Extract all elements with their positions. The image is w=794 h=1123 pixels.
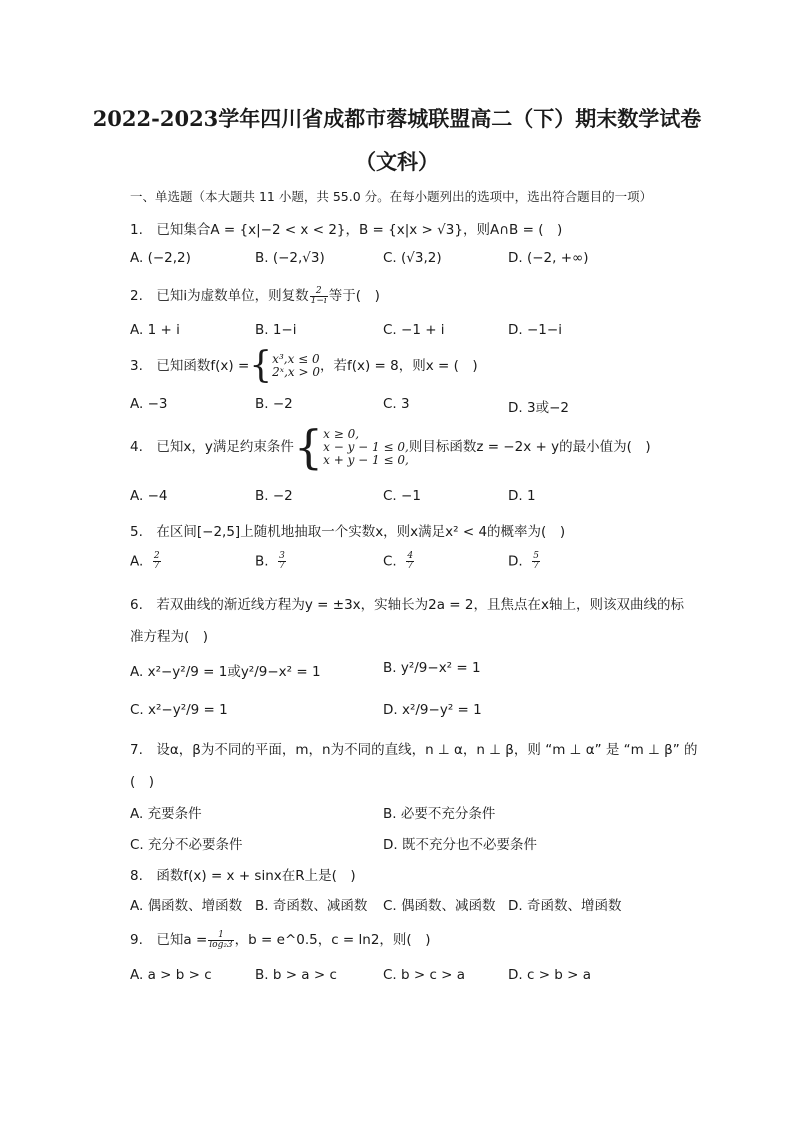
question-6-stem-line-2: 准方程为( ) [130, 629, 209, 645]
question-4-brace: { [293, 420, 324, 474]
question-2-option-b: B. 1−i [255, 322, 297, 338]
option-fraction [153, 552, 161, 571]
question-3-piecewise [272, 353, 320, 379]
fraction-denominator: 7 [407, 561, 414, 571]
question-3-brace: { [249, 345, 273, 386]
question-2-stem-prefix: 2. 已知i为虚数单位，则复数 [130, 288, 309, 304]
question-4-stem [130, 420, 651, 474]
question-9-fraction [208, 931, 233, 950]
question-7-option-c: C. 充分不必要条件 [130, 837, 243, 853]
question-8-option-a: A. 偶函数、增函数 [130, 898, 243, 914]
question-7-stem-line-1: 7. 设α，β为不同的平面，m，n为不同的直线，n ⊥ α，n ⊥ β，则 “m ⊥ α” 是 “m ⊥ β” 的 [130, 742, 698, 758]
fraction-numerator: 2 [310, 287, 328, 297]
question-6-option-c: C. x²−y²/9 = 1 [130, 702, 228, 718]
option-label: A. [130, 553, 144, 570]
piecewise-case-1: x³,x ≤ 0 [272, 352, 320, 366]
question-4-option-c: C. −1 [383, 488, 421, 504]
question-9-stem-suffix: ，b = e^0.5，c = ln2，则( ) [234, 932, 431, 948]
question-3-option-a: A. −3 [130, 396, 168, 412]
option-fraction [278, 552, 286, 571]
fraction-numerator: 2 [153, 551, 160, 561]
question-3-stem-prefix: 3. 已知函数f(x) = [130, 358, 250, 374]
question-2-option-c: C. −1 + i [383, 322, 445, 338]
fraction-denominator: 1−i [310, 295, 327, 306]
fraction-numerator: 3 [279, 551, 285, 561]
fraction-denominator: 7 [533, 561, 540, 571]
question-5-option-a [130, 552, 162, 571]
question-9-stem [130, 928, 430, 950]
option-label: C. [383, 553, 397, 570]
question-9-option-c: C. b > c > a [383, 967, 466, 983]
question-6-option-a: A. x²−y²/9 = 1或y²/9−x² = 1 [130, 664, 321, 680]
question-3-option-d: D. 3或−2 [508, 400, 569, 416]
fraction-denominator: 7 [153, 561, 160, 571]
fraction-numerator: 5 [533, 551, 540, 561]
question-6-option-b: B. y²/9−x² = 1 [383, 660, 481, 676]
question-5-option-c [383, 552, 415, 571]
question-3-stem-suffix: ，若f(x) = 8，则x = ( ) [319, 358, 478, 374]
question-7-option-a: A. 充要条件 [130, 806, 202, 822]
question-7-option-b: B. 必要不充分条件 [383, 806, 496, 822]
fraction-numerator: 4 [407, 551, 414, 561]
section-heading: 一、单选题（本大题共 11 小题，共 55.0 分。在每小题列出的选项中，选出符合题目的一项） [130, 189, 653, 204]
question-2-stem-suffix: 等于( ) [328, 288, 380, 304]
question-9-option-b: B. b > a > c [255, 967, 337, 983]
question-1-option-c: C. (√3,2) [383, 250, 442, 266]
constraint-3: x + y − 1 ≤ 0, [323, 452, 409, 467]
fraction-numerator: 1 [208, 931, 233, 941]
question-5-option-b [255, 552, 287, 571]
question-3-option-b: B. −2 [255, 396, 293, 412]
question-8-stem: 8. 函数f(x) = x + sinx在R上是( ) [130, 868, 356, 884]
question-5-stem: 5. 在区间[−2,5]上随机地抽取一个实数x，则x满足x² < 4的概率为( ) [130, 524, 566, 540]
option-label: B. [255, 553, 269, 570]
option-fraction [406, 552, 414, 571]
question-4-stem-suffix: 则目标函数z = −2x + y的最小值为( ) [408, 439, 651, 455]
question-7-option-d: D. 既不充分也不必要条件 [383, 837, 537, 853]
question-6-option-d: D. x²/9−y² = 1 [383, 702, 482, 718]
question-4-stem-prefix: 4. 已知x，y满足约束条件 [130, 439, 294, 455]
question-6-stem-line-1: 6. 若双曲线的渐近线方程为y = ±3x，实轴长为2a = 2，且焦点在x轴上，则该双曲线的标 [130, 597, 684, 613]
question-5-option-d [508, 552, 541, 571]
question-4-option-b: B. −2 [255, 488, 293, 504]
question-9-option-d: D. c > b > a [508, 967, 592, 983]
question-4-constraints [323, 428, 409, 467]
question-1-option-b: B. (−2,√3) [255, 250, 325, 266]
constraint-1: x ≥ 0, [323, 426, 360, 441]
question-1-stem: 1. 已知集合A = {x|−2 < x < 2}，B = {x|x > √3}，则A∩B = ( ) [130, 222, 563, 238]
question-1-option-a: A. (−2,2) [130, 250, 191, 266]
piecewise-case-2: 2ˣ,x > 0 [272, 365, 320, 379]
question-9-stem-prefix: 9. 已知a = [130, 932, 208, 948]
question-1-option-d: D. (−2, +∞) [508, 250, 589, 266]
question-8-option-b: B. 奇函数、减函数 [255, 898, 368, 914]
question-4-option-a: A. −4 [130, 488, 168, 504]
exam-subtitle: （文科） [355, 149, 439, 174]
question-8-option-c: C. 偶函数、减函数 [383, 898, 496, 914]
question-7-stem-line-2: ( ) [130, 774, 155, 790]
question-2-option-a: A. 1 + i [130, 322, 180, 338]
question-3-option-c: C. 3 [383, 396, 410, 412]
fraction-denominator: log₂3 [209, 939, 233, 950]
question-9-option-a: A. a > b > c [130, 967, 212, 983]
question-2-fraction [310, 287, 328, 306]
option-fraction [532, 552, 540, 571]
question-2-stem [130, 284, 380, 306]
question-4-option-d: D. 1 [508, 488, 536, 504]
question-8-option-d: D. 奇函数、增函数 [508, 898, 622, 914]
question-3-stem [130, 345, 478, 386]
question-2-option-d: D. −1−i [508, 322, 562, 338]
exam-title: 2022-2023学年四川省成都市蓉城联盟高二（下）期末数学试卷 [92, 106, 702, 131]
fraction-denominator: 7 [279, 561, 285, 571]
option-label: D. [508, 553, 523, 570]
constraint-2: x − y − 1 ≤ 0, [323, 439, 409, 454]
